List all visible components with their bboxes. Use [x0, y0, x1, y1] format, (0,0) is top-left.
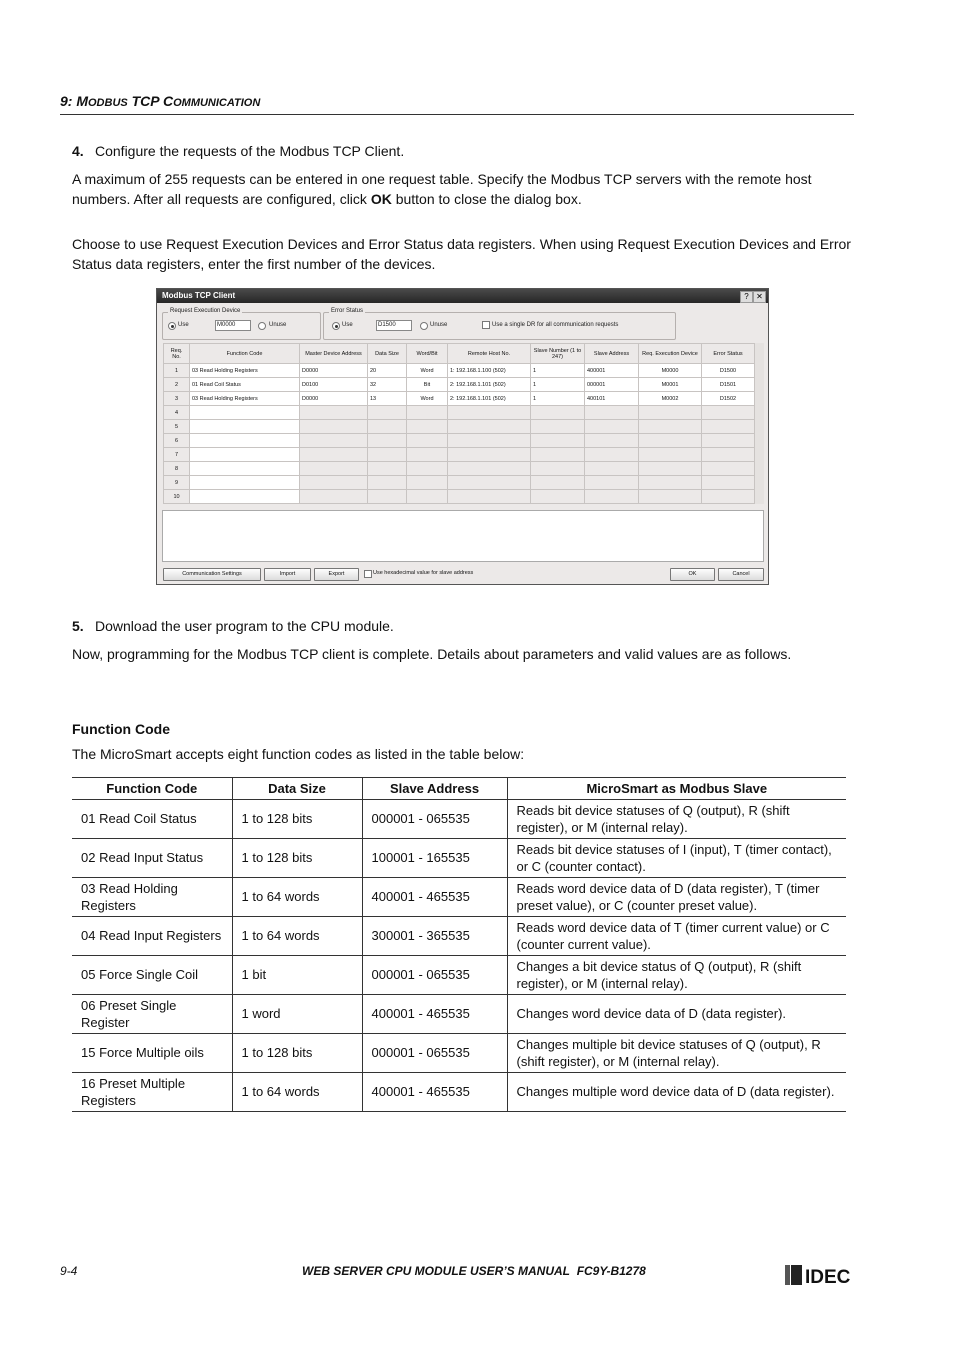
logo-text: IDEC	[805, 1267, 851, 1287]
fc-column-header: Data Size	[232, 778, 362, 800]
fc-table-cell: 15 Force Multiple oils	[72, 1034, 232, 1073]
fc-table-cell: Changes a bit device status of Q (output), R (shift register), or M (internal relay).	[507, 956, 846, 995]
request-cell[interactable]	[702, 462, 755, 476]
fc-table-cell: 1 to 128 bits	[232, 1034, 362, 1073]
row-number: 9	[164, 476, 190, 490]
fc-table-cell: 06 Preset Single Register	[72, 995, 232, 1034]
row-number: 6	[164, 434, 190, 448]
group-label: Error Status	[331, 308, 364, 314]
request-cell[interactable]: 000001	[585, 378, 639, 392]
column-header[interactable]: Remote Host No.	[448, 344, 531, 364]
request-cell[interactable]	[531, 462, 585, 476]
paragraph-devices: Choose to use Request Execution Devices and Error Status data registers. When using Request Execution Devices and Error Status data registers, enter the first number of the devices.	[72, 236, 851, 272]
request-cell[interactable]	[702, 420, 755, 434]
err-unuse-radio[interactable]	[420, 322, 428, 330]
request-cell[interactable]	[300, 434, 368, 448]
request-cell[interactable]: 2: 192.168.1.101 (502)	[448, 392, 531, 406]
request-cell[interactable]	[531, 490, 585, 504]
red-unuse-radio[interactable]	[258, 322, 266, 330]
request-cell[interactable]	[639, 462, 702, 476]
request-cell[interactable]	[531, 406, 585, 420]
fc-table-cell: 000001 - 065535	[362, 800, 507, 839]
empty-request-row[interactable]	[164, 406, 755, 420]
request-cell[interactable]: M0000	[639, 364, 702, 378]
request-table	[163, 343, 755, 504]
request-cell[interactable]: 400001	[585, 364, 639, 378]
request-cell[interactable]	[300, 476, 368, 490]
fc-table-cell: 400001 - 465535	[362, 1073, 507, 1112]
request-cell[interactable]: 2: 192.168.1.101 (502)	[448, 378, 531, 392]
fc-table-cell: Changes multiple bit device statuses of Q (output), R (shift register), or M (internal relay).	[507, 1034, 846, 1073]
request-cell[interactable]	[407, 448, 448, 462]
group-label: Request Execution Device	[170, 308, 241, 314]
row-number: 8	[164, 462, 190, 476]
request-cell[interactable]: Word	[407, 364, 448, 378]
fc-table-row	[72, 956, 846, 995]
vertical-scrollbar[interactable]	[754, 343, 764, 504]
request-cell[interactable]	[368, 490, 407, 504]
fc-table-cell: 1 to 64 words	[232, 917, 362, 956]
request-cell[interactable]	[407, 476, 448, 490]
fc-table-cell: 02 Read Input Status	[72, 839, 232, 878]
single-dr-label: Use a single DR for all communication requests	[492, 322, 619, 328]
fc-table-cell: 1 to 128 bits	[232, 839, 362, 878]
fc-table-cell: 300001 - 365535	[362, 917, 507, 956]
request-cell[interactable]	[190, 448, 300, 462]
request-cell[interactable]	[190, 462, 300, 476]
request-cell[interactable]	[448, 490, 531, 504]
request-cell[interactable]	[407, 420, 448, 434]
fc-column-header: Function Code	[72, 778, 232, 800]
fc-table-cell: Changes multiple word device data of D (data register).	[507, 1073, 846, 1112]
request-cell[interactable]: D1501	[702, 378, 755, 392]
request-cell[interactable]	[585, 434, 639, 448]
request-cell[interactable]	[448, 434, 531, 448]
column-header[interactable]: Slave Address	[585, 344, 639, 364]
request-cell[interactable]	[639, 406, 702, 420]
row-number: 5	[164, 420, 190, 434]
request-cell[interactable]: D1502	[702, 392, 755, 406]
row-number: 3	[164, 392, 190, 406]
fc-table-cell: 1 bit	[232, 956, 362, 995]
request-cell[interactable]: 32	[368, 378, 407, 392]
request-row[interactable]	[164, 378, 755, 392]
error-status-group	[323, 308, 676, 340]
comment-area[interactable]	[162, 510, 764, 562]
request-cell[interactable]	[407, 406, 448, 420]
request-cell[interactable]	[531, 448, 585, 462]
request-cell[interactable]	[368, 420, 407, 434]
close-button[interactable]: ✕	[753, 291, 766, 303]
export-button[interactable]: Export	[314, 568, 359, 581]
request-cell[interactable]: D1500	[702, 364, 755, 378]
request-cell[interactable]: D0000	[300, 364, 368, 378]
hex-label: Use hexadecimal value for slave address	[373, 570, 474, 576]
fc-table-cell: 000001 - 065535	[362, 956, 507, 995]
dialog-title: Modbus TCP Client	[157, 289, 768, 303]
manual-title: WEB SERVER CPU MODULE USER’S MANUAL FC9Y-B1278	[302, 1264, 646, 1278]
request-cell[interactable]	[368, 462, 407, 476]
err-use-label: Use	[342, 322, 353, 328]
request-cell[interactable]	[300, 420, 368, 434]
request-cell[interactable]	[531, 476, 585, 490]
request-cell[interactable]	[639, 448, 702, 462]
header-rule	[60, 114, 854, 115]
step-5: 5. Download the user program to the CPU module.	[72, 618, 394, 634]
request-cell[interactable]	[368, 448, 407, 462]
empty-request-row[interactable]	[164, 448, 755, 462]
empty-request-row[interactable]	[164, 490, 755, 504]
fc-table-cell: Reads bit device statuses of Q (output), R (shift register), or M (internal relay).	[507, 800, 846, 839]
fc-column-header: Slave Address	[362, 778, 507, 800]
red-device-input[interactable]: M0000	[215, 320, 251, 331]
fc-table-cell: 1 to 64 words	[232, 1073, 362, 1112]
ok-button[interactable]: OK	[670, 568, 715, 581]
request-cell[interactable]	[585, 476, 639, 490]
paragraph-complete: Now, programming for the Modbus TCP client is complete. Details about parameters and valid values are as follows.	[72, 646, 792, 662]
request-cell[interactable]: M0002	[639, 392, 702, 406]
request-cell[interactable]	[190, 406, 300, 420]
red-unuse-label: Unuse	[269, 322, 287, 328]
fc-table-row	[72, 995, 846, 1034]
request-cell[interactable]	[448, 448, 531, 462]
fc-table-cell: 400001 - 465535	[362, 878, 507, 917]
request-cell[interactable]	[300, 462, 368, 476]
fc-table-cell: 1 to 128 bits	[232, 800, 362, 839]
request-cell[interactable]: M0001	[639, 378, 702, 392]
communication-settings-button[interactable]: Communication Settings	[163, 568, 261, 581]
column-header[interactable]: Error Status	[702, 344, 755, 364]
column-header[interactable]: Master Device Address	[300, 344, 368, 364]
step-4: 4. Configure the requests of the Modbus TCP Client.	[72, 143, 405, 159]
fc-table-cell: 1 to 64 words	[232, 878, 362, 917]
fc-table-cell: 400001 - 465535	[362, 995, 507, 1034]
request-cell[interactable]: Word	[407, 392, 448, 406]
fc-table-cell: 100001 - 165535	[362, 839, 507, 878]
fc-table-row	[72, 878, 846, 917]
column-header[interactable]: Req. No.	[164, 344, 190, 364]
fc-table-row	[72, 917, 846, 956]
row-number: 1	[164, 364, 190, 378]
request-cell[interactable]: 03 Read Holding Registers	[190, 392, 300, 406]
fc-table-row	[72, 1034, 846, 1073]
request-cell[interactable]	[448, 476, 531, 490]
function-code-intro: The MicroSmart accepts eight function codes as listed in the table below:	[72, 746, 525, 762]
request-cell[interactable]	[368, 434, 407, 448]
request-cell[interactable]	[585, 490, 639, 504]
request-cell[interactable]: D0000	[300, 392, 368, 406]
request-cell[interactable]	[702, 448, 755, 462]
request-cell[interactable]: D0100	[300, 378, 368, 392]
request-cell[interactable]	[639, 476, 702, 490]
fc-table-cell: 03 Read Holding Registers	[72, 878, 232, 917]
hex-checkbox[interactable]	[364, 570, 372, 578]
request-cell[interactable]	[585, 462, 639, 476]
column-header[interactable]: Slave Number (1 to 247)	[531, 344, 585, 364]
request-cell[interactable]	[702, 476, 755, 490]
row-number: 4	[164, 406, 190, 420]
request-cell[interactable]	[368, 476, 407, 490]
fc-table-cell: Reads word device data of T (timer current value) or C (counter current value).	[507, 917, 846, 956]
request-cell[interactable]: 13	[368, 392, 407, 406]
request-cell[interactable]	[368, 406, 407, 420]
request-cell[interactable]	[407, 462, 448, 476]
fc-table-cell: 04 Read Input Registers	[72, 917, 232, 956]
fc-table-row	[72, 1073, 846, 1112]
request-cell[interactable]	[448, 406, 531, 420]
request-cell[interactable]	[300, 448, 368, 462]
request-cell[interactable]: 01 Read Coil Status	[190, 378, 300, 392]
request-cell[interactable]: 1	[531, 364, 585, 378]
fc-table-cell: Changes word device data of D (data register).	[507, 995, 846, 1034]
request-cell[interactable]	[407, 434, 448, 448]
empty-request-row[interactable]	[164, 462, 755, 476]
request-cell[interactable]	[300, 490, 368, 504]
fc-table-row	[72, 800, 846, 839]
fc-column-header: MicroSmart as Modbus Slave	[507, 778, 846, 800]
request-cell[interactable]	[585, 406, 639, 420]
request-cell[interactable]	[190, 476, 300, 490]
request-cell[interactable]	[585, 448, 639, 462]
row-number: 2	[164, 378, 190, 392]
request-cell[interactable]	[190, 434, 300, 448]
idec-logo	[785, 1263, 855, 1287]
request-cell[interactable]	[190, 490, 300, 504]
err-device-input[interactable]: D1500	[376, 320, 412, 331]
help-button[interactable]: ?	[740, 291, 753, 303]
fc-table-cell: 05 Force Single Coil	[72, 956, 232, 995]
fc-table-cell: Reads word device data of D (data register), T (timer preset value), or C (counter preset value).	[507, 878, 846, 917]
function-code-heading: Function Code	[72, 721, 170, 737]
request-cell[interactable]	[531, 420, 585, 434]
request-cell[interactable]: Bit	[407, 378, 448, 392]
column-header[interactable]: Data Size	[368, 344, 407, 364]
paragraph-requests: A maximum of 255 requests can be entered in one request table. Specify the Modbus TCP servers with the remote host numbers. After all requests are configured, click OK button to close the dialog box.	[72, 171, 812, 207]
request-cell[interactable]	[190, 420, 300, 434]
err-unuse-label: Unuse	[430, 322, 448, 328]
red-use-radio[interactable]	[168, 322, 176, 330]
empty-request-row[interactable]	[164, 434, 755, 448]
request-cell[interactable]: 400101	[585, 392, 639, 406]
request-cell[interactable]	[448, 420, 531, 434]
chapter-header: 9: MODBUS TCP COMMUNICATION	[60, 93, 261, 109]
request-cell[interactable]	[702, 406, 755, 420]
column-header[interactable]: Req. Execution Device	[639, 344, 702, 364]
request-cell[interactable]	[300, 406, 368, 420]
row-number: 7	[164, 448, 190, 462]
cancel-button[interactable]: Cancel	[718, 568, 764, 581]
fc-table-cell: 01 Read Coil Status	[72, 800, 232, 839]
fc-table-cell: 16 Preset Multiple Registers	[72, 1073, 232, 1112]
request-cell[interactable]	[448, 462, 531, 476]
request-cell[interactable]	[531, 434, 585, 448]
request-cell[interactable]: 1: 192.168.1.100 (502)	[448, 364, 531, 378]
request-cell[interactable]	[585, 420, 639, 434]
single-dr-checkbox[interactable]	[482, 321, 490, 329]
function-code-table	[72, 777, 846, 1112]
row-number: 10	[164, 490, 190, 504]
column-header[interactable]: Word/Bit	[407, 344, 448, 364]
request-execution-device-group	[162, 308, 321, 340]
page-number: 9-4	[60, 1264, 78, 1278]
request-cell[interactable]	[702, 490, 755, 504]
fc-table-cell: 1 word	[232, 995, 362, 1034]
empty-request-row[interactable]	[164, 420, 755, 434]
request-cell[interactable]: 03 Read Holding Registers	[190, 364, 300, 378]
fc-table-row	[72, 839, 846, 878]
request-cell[interactable]: 1	[531, 392, 585, 406]
request-cell[interactable]	[407, 490, 448, 504]
fc-table-cell: Reads bit device statuses of I (input), T (timer contact), or C (counter contact).	[507, 839, 846, 878]
request-cell[interactable]: 20	[368, 364, 407, 378]
fc-table-cell: 000001 - 065535	[362, 1034, 507, 1073]
request-cell[interactable]	[639, 434, 702, 448]
red-use-label: Use	[178, 322, 189, 328]
request-cell[interactable]	[639, 420, 702, 434]
request-cell[interactable]: 1	[531, 378, 585, 392]
request-cell[interactable]	[639, 490, 702, 504]
request-cell[interactable]	[702, 434, 755, 448]
import-button[interactable]: Import	[264, 568, 311, 581]
request-row[interactable]	[164, 392, 755, 406]
empty-request-row[interactable]	[164, 476, 755, 490]
err-use-radio[interactable]	[332, 322, 340, 330]
request-row[interactable]	[164, 364, 755, 378]
column-header[interactable]: Function Code	[190, 344, 300, 364]
